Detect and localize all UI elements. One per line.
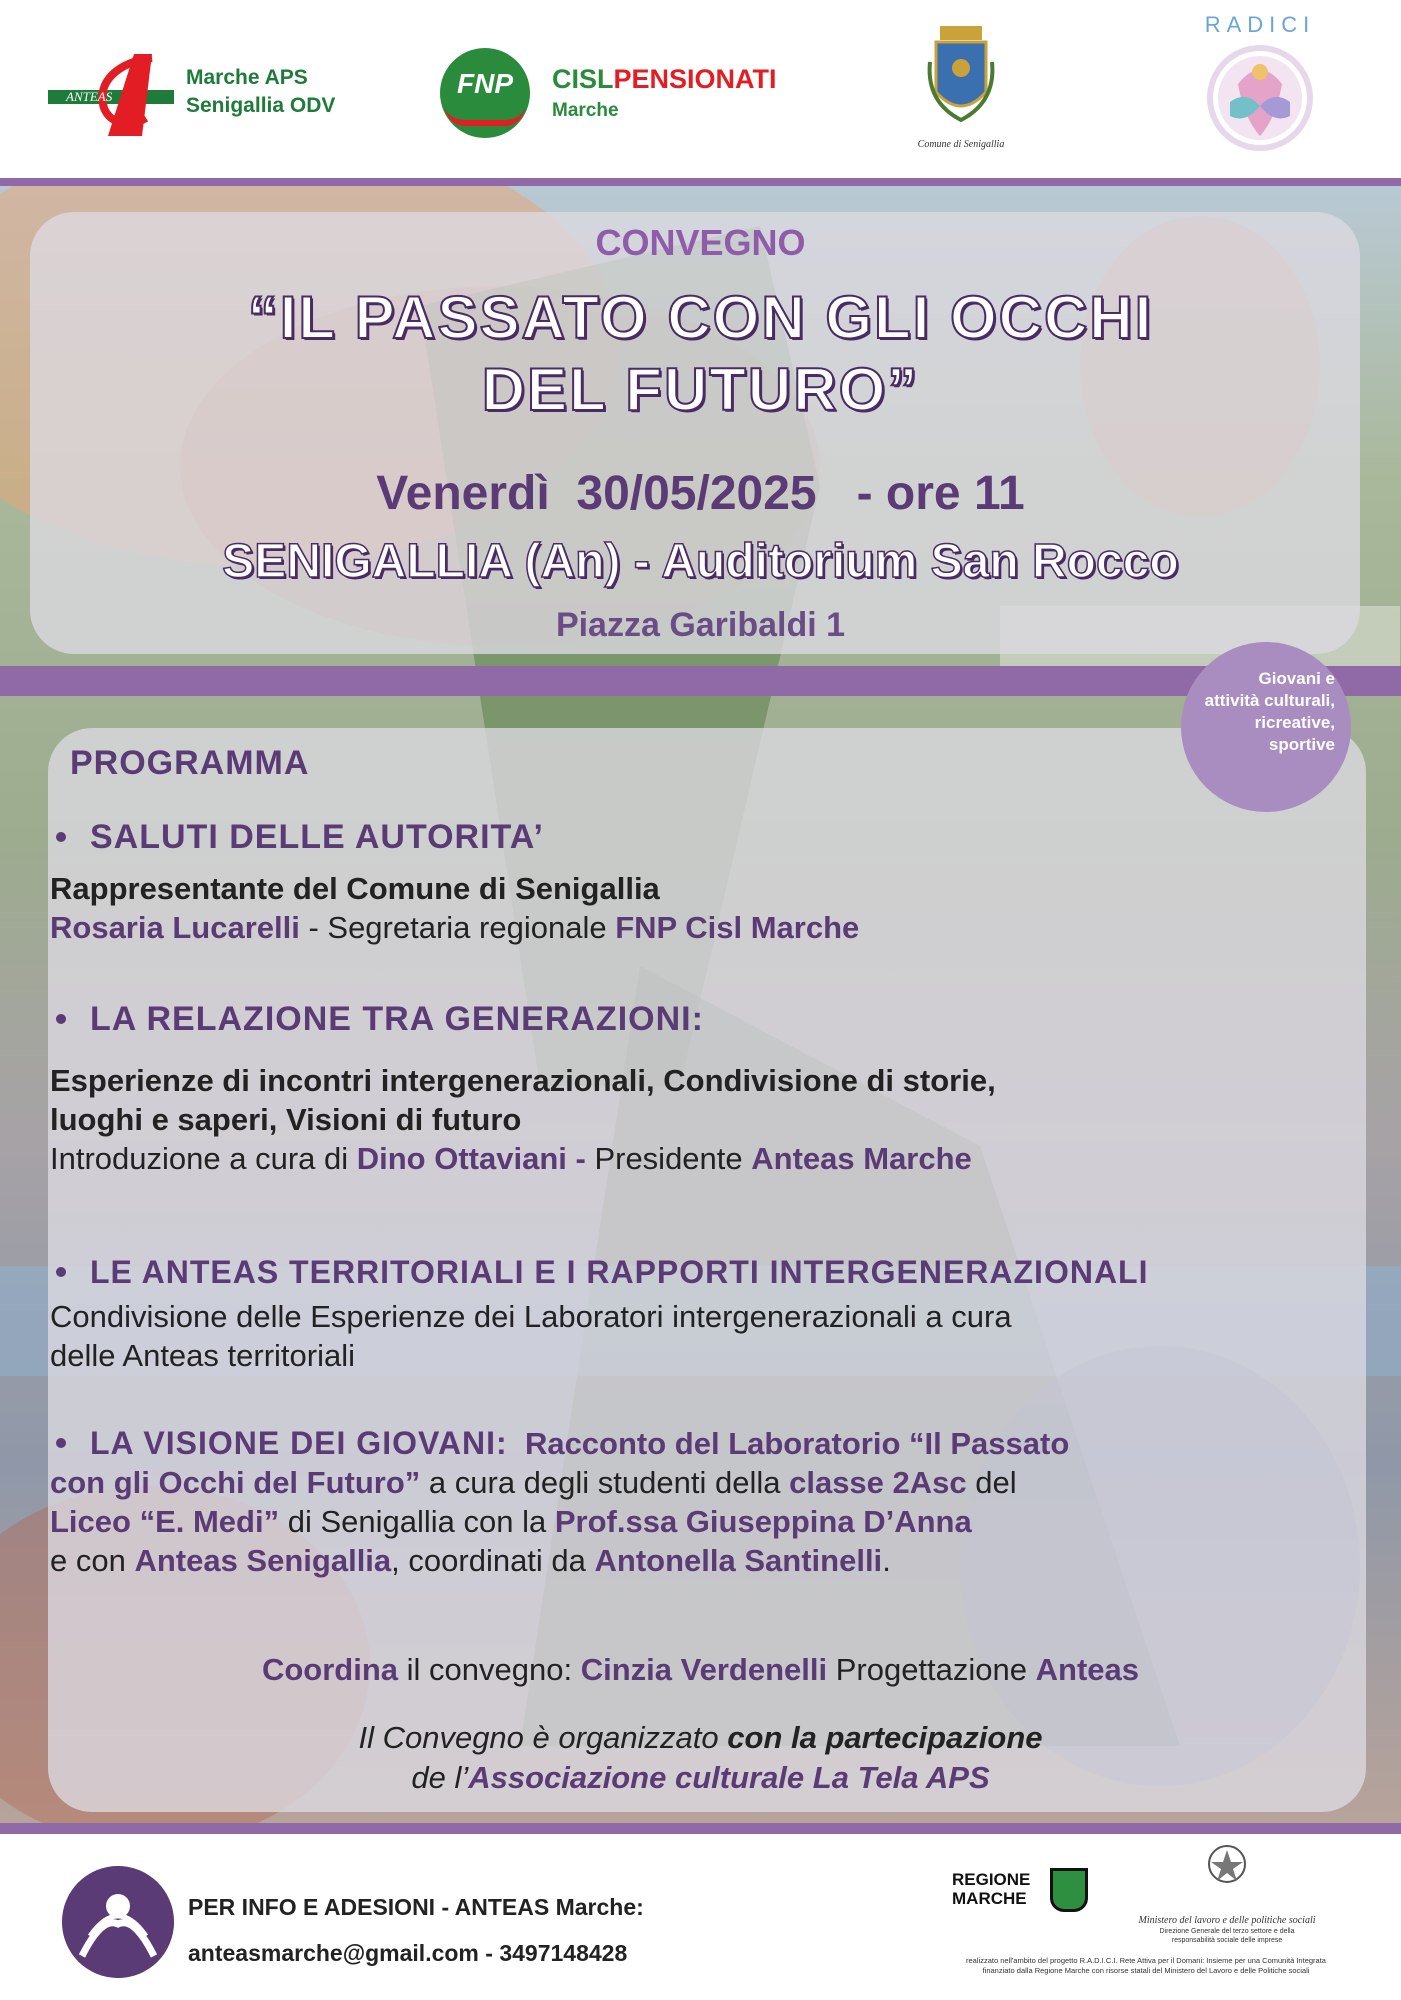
anteas-name (186, 64, 335, 120)
period-text: . (882, 1543, 891, 1578)
badge-line3: ricreative, (1254, 713, 1335, 732)
category-badge (1181, 642, 1351, 812)
territoriali-heading-text: LE ANTEAS TERRITORIALI E I RAPPORTI INTERGENERAZIONALI (90, 1254, 1149, 1290)
cisl-region: Marche (552, 100, 619, 121)
coordina-mid: il convegno: (398, 1652, 581, 1687)
anteas-footer-logo-icon (62, 1866, 174, 1978)
coordina-line (0, 1652, 1401, 1688)
verdenelli-name: Cinzia Verdenelli (580, 1652, 828, 1687)
anteas-line1: Marche APS (186, 66, 308, 89)
progettazione-text: Progettazione (827, 1652, 1036, 1687)
comune-caption: Comune di Senigallia (917, 139, 1005, 150)
fnp-cisl-org: FNP Cisl Marche (615, 910, 860, 945)
svg-text:ANTEAS: ANTEAS (66, 89, 113, 104)
giovani-heading-text: LA VISIONE DEI GIOVANI: (90, 1425, 508, 1461)
top-stripe (0, 178, 1401, 186)
relazione-line2: luoghi e saperi, Visioni di futuro (50, 1102, 522, 1137)
territoriali-line1: Condivisione delle Esperienze dei Laboratori intergenerazionali a cura (50, 1299, 1012, 1334)
giovani-line4 (50, 1541, 1370, 1580)
convegno-label: CONVEGNO (595, 222, 806, 263)
programma-heading: PROGRAMMA (70, 744, 310, 782)
giovani-heading (50, 1425, 508, 1461)
organizzato-line1 (0, 1718, 1401, 1758)
saluti-heading-text: SALUTI DELLE AUTORITA’ (90, 818, 544, 856)
pensionati-word: PENSIONATI (613, 64, 777, 94)
fnp-circle-icon (440, 48, 530, 138)
relazione-heading (50, 1000, 1370, 1039)
comune-senigallia-logo (896, 16, 1026, 166)
bottom-stripe (0, 1823, 1401, 1834)
coordina-word: Coordina (261, 1652, 399, 1687)
relazione-heading-text: LA RELAZIONE TRA GENERAZIONI: (90, 1000, 704, 1038)
funding-note (936, 1956, 1356, 1976)
racconto-text: Racconto del Laboratorio “Il Passato (524, 1426, 1070, 1461)
partecipazione-text: con la partecipazione (727, 1720, 1043, 1755)
territoriali-line2: delle Anteas territoriali (50, 1338, 355, 1373)
emblem-icon (1205, 1840, 1249, 1890)
econ-text: e con (50, 1543, 135, 1578)
de-text: de l’ (411, 1760, 469, 1795)
radici-people-icon (1180, 6, 1340, 166)
badge-line2: attività culturali, (1204, 691, 1335, 710)
coordinati-text: , coordinati da (391, 1543, 595, 1578)
event-place: SENIGALLIA (An) - Auditorium San Rocco (222, 535, 1179, 588)
organizzato-line2 (0, 1758, 1401, 1798)
regione-l1: REGIONE (952, 1870, 1031, 1889)
anteas-word: Anteas (1035, 1652, 1139, 1687)
bullet-icon (56, 1267, 66, 1277)
lucarelli-role: - Segretaria regionale (299, 910, 616, 945)
fnp-red-swoosh (445, 106, 525, 126)
cisl-word: CISL (552, 64, 614, 94)
santinelli-name: Antonella Santinelli (594, 1543, 883, 1578)
section-giovani (50, 1424, 1370, 1580)
ottaviani-name: Dino Ottaviani - (356, 1141, 586, 1176)
badge-line4: sportive (1268, 735, 1335, 754)
giovani-line3 (50, 1502, 1370, 1541)
classe-text: classe 2Asc (789, 1465, 967, 1500)
saluti-line1: Rappresentante del Comune di Senigallia (50, 871, 660, 906)
organizzato-block (0, 1718, 1401, 1798)
funding-l2: finanziato dalla Regione Marche con risorse statali del Ministero del Lavoro e delle Politiche sociali (982, 1966, 1310, 1975)
relazione-line1: Esperienze di incontri intergenerazionali, Condivisione di storie, (50, 1063, 996, 1098)
relazione-line3 (50, 1139, 1370, 1178)
prof-name: Prof.ssa Giuseppina D’Anna (554, 1504, 972, 1539)
liceo-name: Liceo “E. Medi” (50, 1504, 280, 1539)
anteas-senigallia-org: Anteas Senigallia (134, 1543, 392, 1578)
event-date: Venerdì 30/05/2025 - ore 11 (376, 467, 1025, 520)
giovani-line1 (50, 1424, 1370, 1463)
direzione-l2: responsabilità sociale delle imprese (1171, 1937, 1283, 1944)
saluti-heading (50, 818, 1370, 857)
bullet-icon (56, 832, 66, 842)
laboratorio-title: con gli Occhi del Futuro” (50, 1465, 421, 1500)
title-line1: “IL PASSATO CON GLI OCCHI (247, 284, 1154, 351)
cisl-pensionati (552, 64, 777, 95)
radici-logo (1180, 6, 1340, 166)
bullet-icon (56, 1014, 66, 1024)
radici-title: RADICI (1204, 12, 1316, 37)
crest-icon (926, 22, 996, 122)
regione-shield-icon (1050, 1868, 1088, 1912)
regione-l2: MARCHE (952, 1889, 1027, 1908)
bullet-icon (56, 1438, 66, 1448)
footer-info (188, 1884, 644, 1976)
organizzato-text: Il Convegno è organizzato (358, 1720, 728, 1755)
section-relazione (50, 1000, 1370, 1178)
senigallia-text: di Senigallia con la (279, 1504, 555, 1539)
anteas-a-icon (48, 48, 186, 140)
funding-l1: realizzato nell'ambito del progetto R.A.D.I.C.I. Rete Attiva per il Domani: Insieme per una Comunità Integrata (966, 1956, 1326, 1965)
info-label: PER INFO E ADESIONI - ANTEAS Marche: (188, 1894, 644, 1920)
title-line2: DEL FUTURO” (481, 356, 920, 423)
territoriali-heading (50, 1254, 1370, 1291)
studenti-text: a cura degli studenti della (420, 1465, 790, 1500)
anteas-logo (48, 48, 398, 148)
la-tela-name: Associazione culturale La Tela APS (468, 1760, 990, 1795)
del-text: del (966, 1465, 1017, 1500)
regione-marche-logo (952, 1868, 1092, 1924)
header (0, 0, 1401, 178)
ministero-text: Ministero del lavoro e delle politiche sociali (1138, 1915, 1316, 1926)
ministero-logo (1112, 1840, 1342, 1950)
section-territoriali (50, 1254, 1370, 1375)
direzione-l1: Direzione Generale del terzo settore e della (1159, 1928, 1295, 1935)
event-address: Piazza Garibaldi 1 (555, 606, 846, 644)
badge-line1: Giovani e (1258, 669, 1335, 688)
lucarelli-name: Rosaria Lucarelli (50, 910, 300, 945)
regione-text (952, 1870, 1030, 1908)
fnp-mark: FNP (457, 68, 513, 99)
giovani-line2 (50, 1463, 1370, 1502)
fnp-cisl-logo (440, 48, 840, 138)
section-saluti (50, 818, 1370, 947)
intro-text: Introduzione a cura di (50, 1141, 357, 1176)
contact-link[interactable]: anteasmarche@gmail.com - 3497148428 (188, 1940, 628, 1966)
presidente-text: Presidente (585, 1141, 752, 1176)
event-title (0, 282, 1401, 426)
anteas-line2: Senigallia ODV (186, 94, 336, 117)
saluti-line2 (50, 908, 1370, 947)
anteas-marche-org: Anteas Marche (751, 1141, 972, 1176)
